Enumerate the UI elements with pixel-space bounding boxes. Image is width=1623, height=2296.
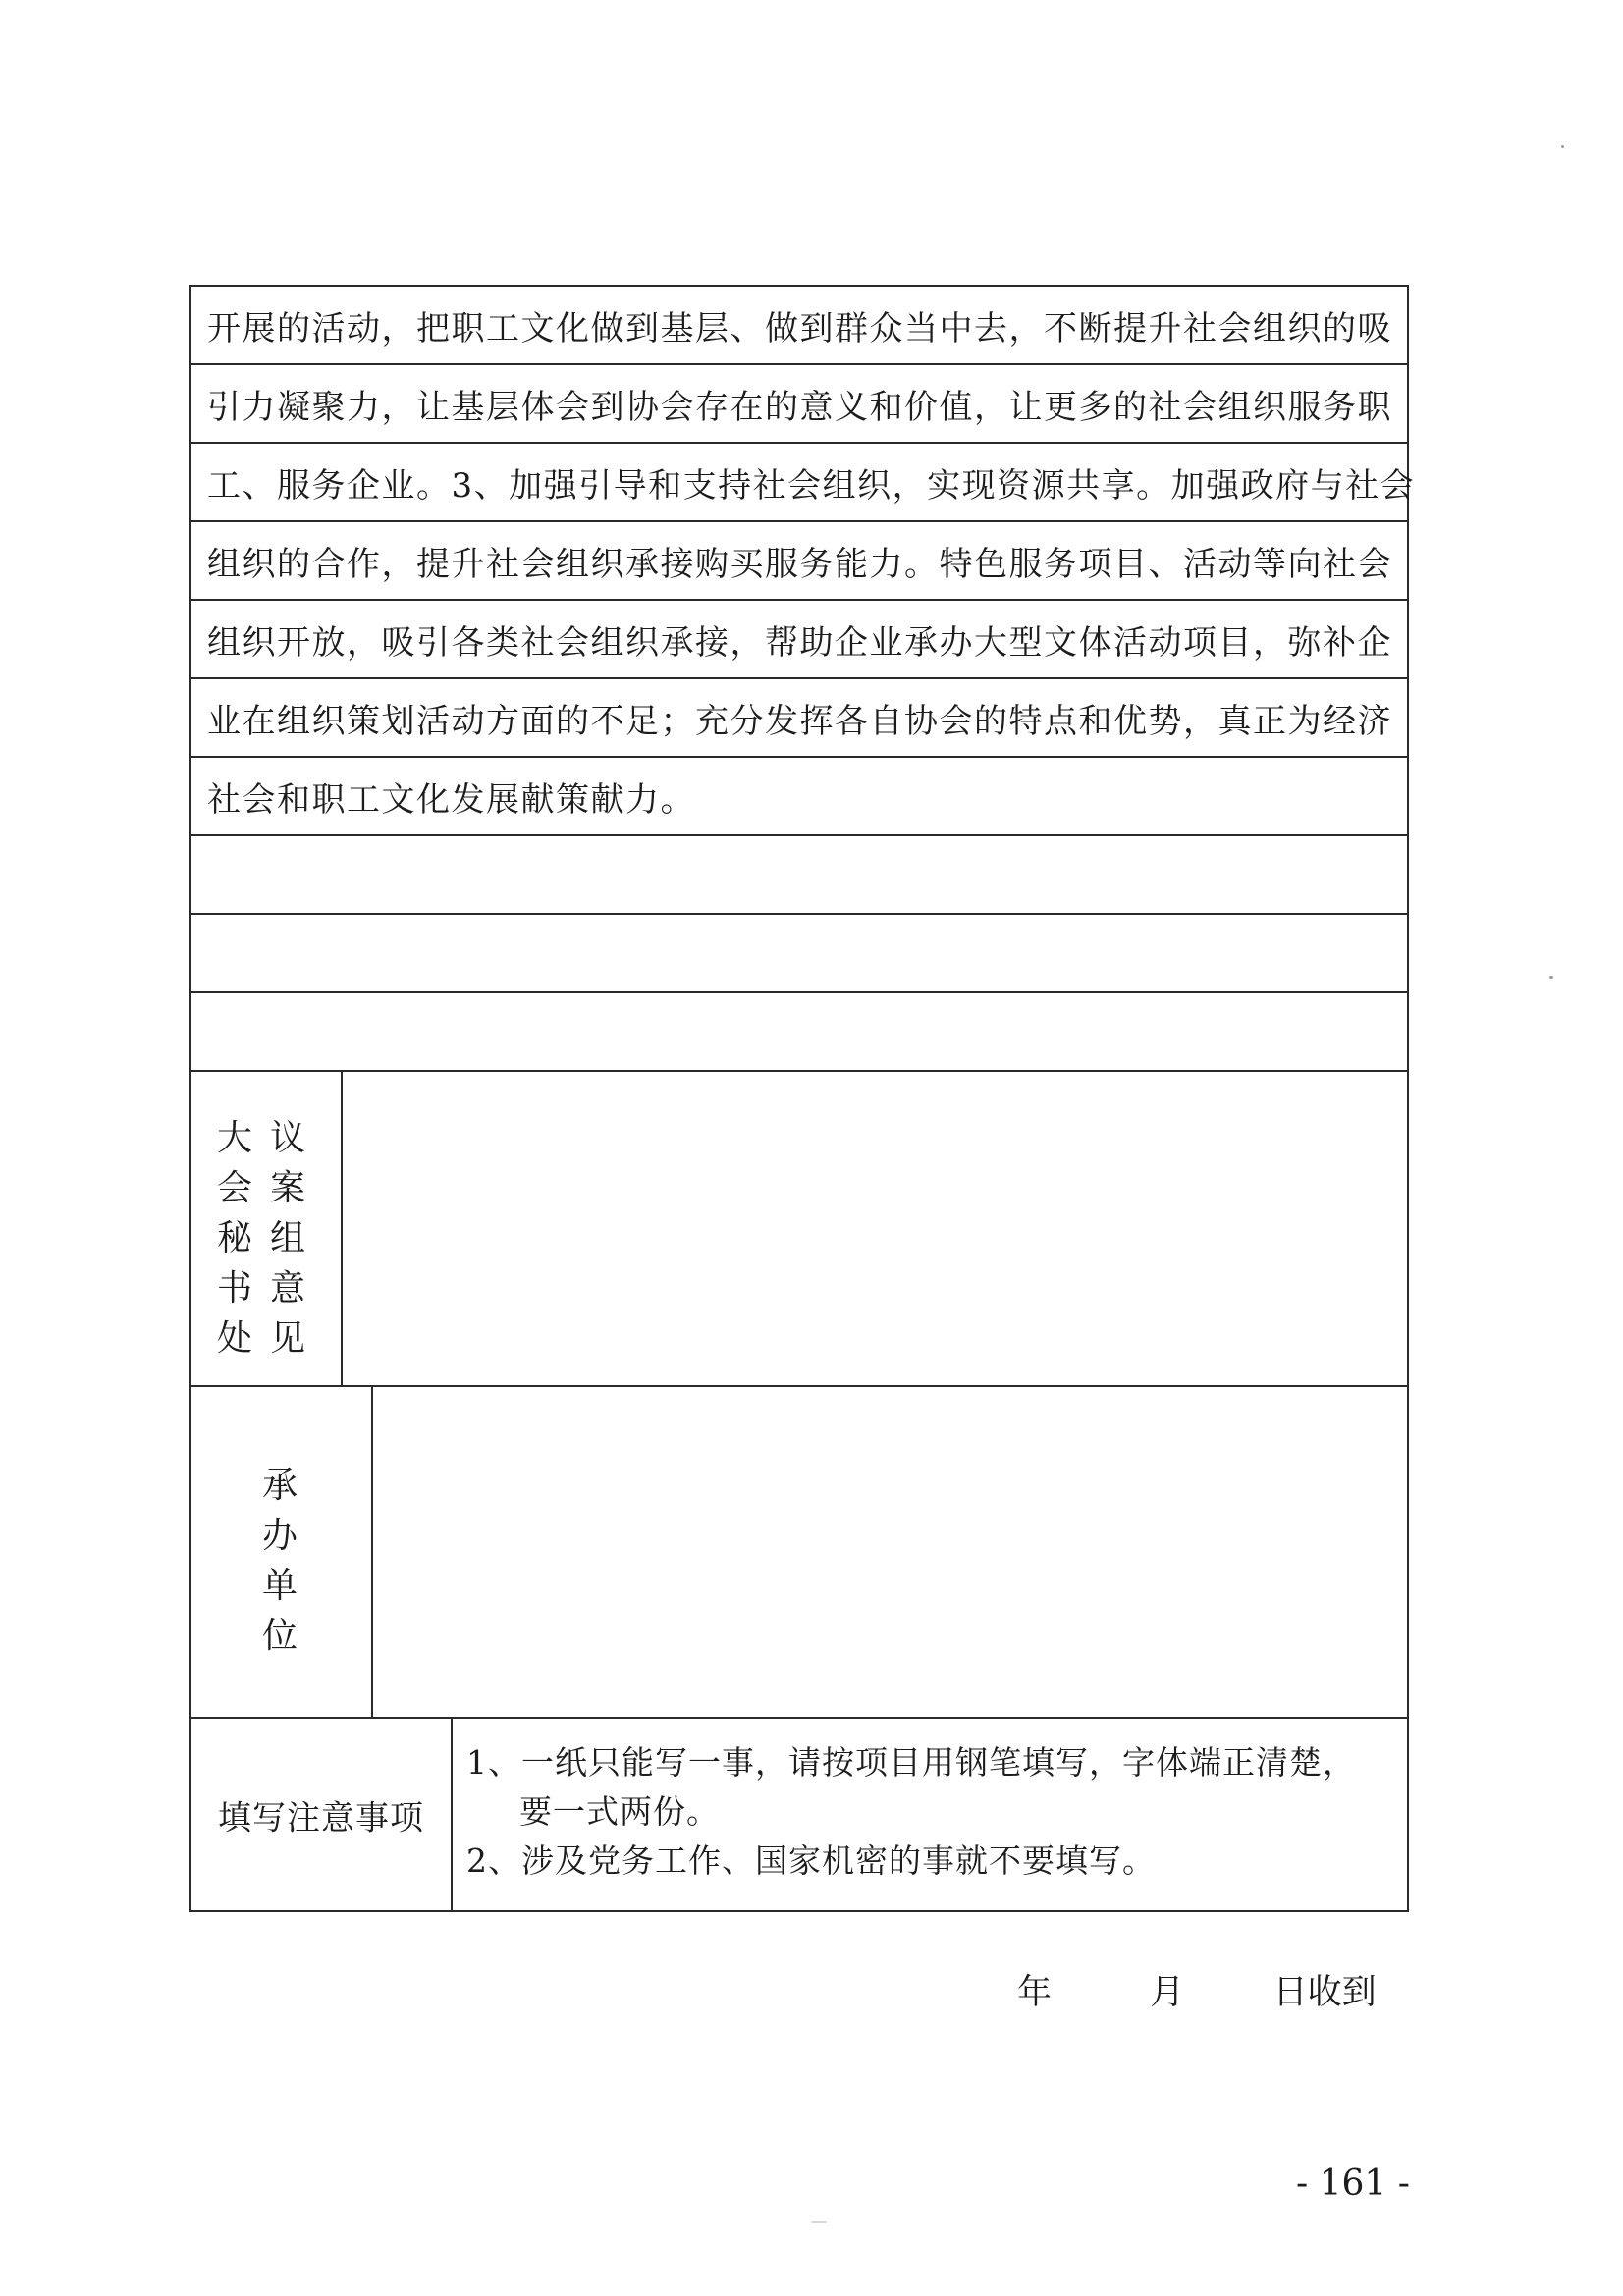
received-date-line [1017, 1965, 1377, 2014]
notes-content-cell [453, 1719, 1407, 1910]
body-line-2 [191, 365, 1407, 444]
body-line-text: 业在组织策划活动方面的不足；充分发挥各自协会的特点和优势，真正为经济 [207, 702, 1392, 741]
undertaker-section [191, 1387, 1407, 1719]
notes-list [466, 1738, 1393, 1886]
undertaker-field[interactable] [373, 1387, 1407, 1717]
secretariat-label-cell [191, 1072, 343, 1385]
notes-section [191, 1719, 1407, 1910]
proposal-form-table [189, 285, 1416, 1912]
notes-label-cell [191, 1719, 453, 1910]
secretariat-label [217, 1113, 305, 1363]
body-line-5 [191, 601, 1407, 679]
secretariat-opinion-section [191, 1072, 1407, 1387]
body-line-text: 开展的活动，把职工文化做到基层、做到群众当中去，不断提升社会组织的吸 [207, 309, 1392, 348]
body-line-1 [191, 287, 1407, 365]
note-item-1-continuation: 要一式两份。 [519, 1792, 720, 1831]
received-month-label: 月 [1150, 1973, 1185, 2012]
body-line-text: 社会和职工文化发展献策献力。 [207, 780, 695, 820]
scan-speck [1549, 976, 1553, 979]
body-line-text: 组织开放，吸引各类社会组织承接，帮助企业承办大型文体活动项目，弥补企 [207, 623, 1392, 663]
undertaker-label-cell [191, 1387, 373, 1717]
body-line-text: 引力凝聚力，让基层体会到协会存在的意义和价值，让更多的社会组织服务职 [207, 388, 1392, 427]
body-line-4 [191, 522, 1407, 601]
body-line-6 [191, 679, 1407, 758]
body-line-7 [191, 758, 1407, 836]
secretariat-label-col-left: 大 会 秘 书 处 [217, 1118, 253, 1359]
undertaker-label: 承 办 单 位 [262, 1466, 298, 1656]
body-line-8 [191, 836, 1407, 915]
scan-speck [1561, 145, 1564, 148]
note-item-2: 2、涉及党务工作、国家机密的事就不要填写。 [466, 1842, 1156, 1880]
page-number: - 161 - [1296, 2163, 1410, 2204]
body-line-text: 组织的合作，提升社会组织承接购买服务能力。特色服务项目、活动等向社会 [207, 545, 1392, 584]
secretariat-opinion-field[interactable] [343, 1072, 1407, 1385]
secretariat-label-col-right: 议 案 组 意 见 [270, 1118, 306, 1359]
body-line-9 [191, 915, 1407, 993]
body-line-10 [191, 993, 1407, 1072]
body-line-3 [191, 444, 1416, 522]
note-item-1: 1、一纸只能写一事，请按项目用钢笔填写，字体端正清楚， [466, 1743, 1356, 1782]
notes-label: 填写注意事项 [218, 1798, 424, 1838]
body-line-text: 工、服务企业。3、加强引导和支持社会组织，实现资源共享。加强政府与社会 [207, 466, 1416, 506]
scan-speck [811, 2221, 827, 2223]
received-day-label: 日收到 [1272, 1973, 1377, 2012]
received-year-label: 年 [1017, 1973, 1053, 2012]
